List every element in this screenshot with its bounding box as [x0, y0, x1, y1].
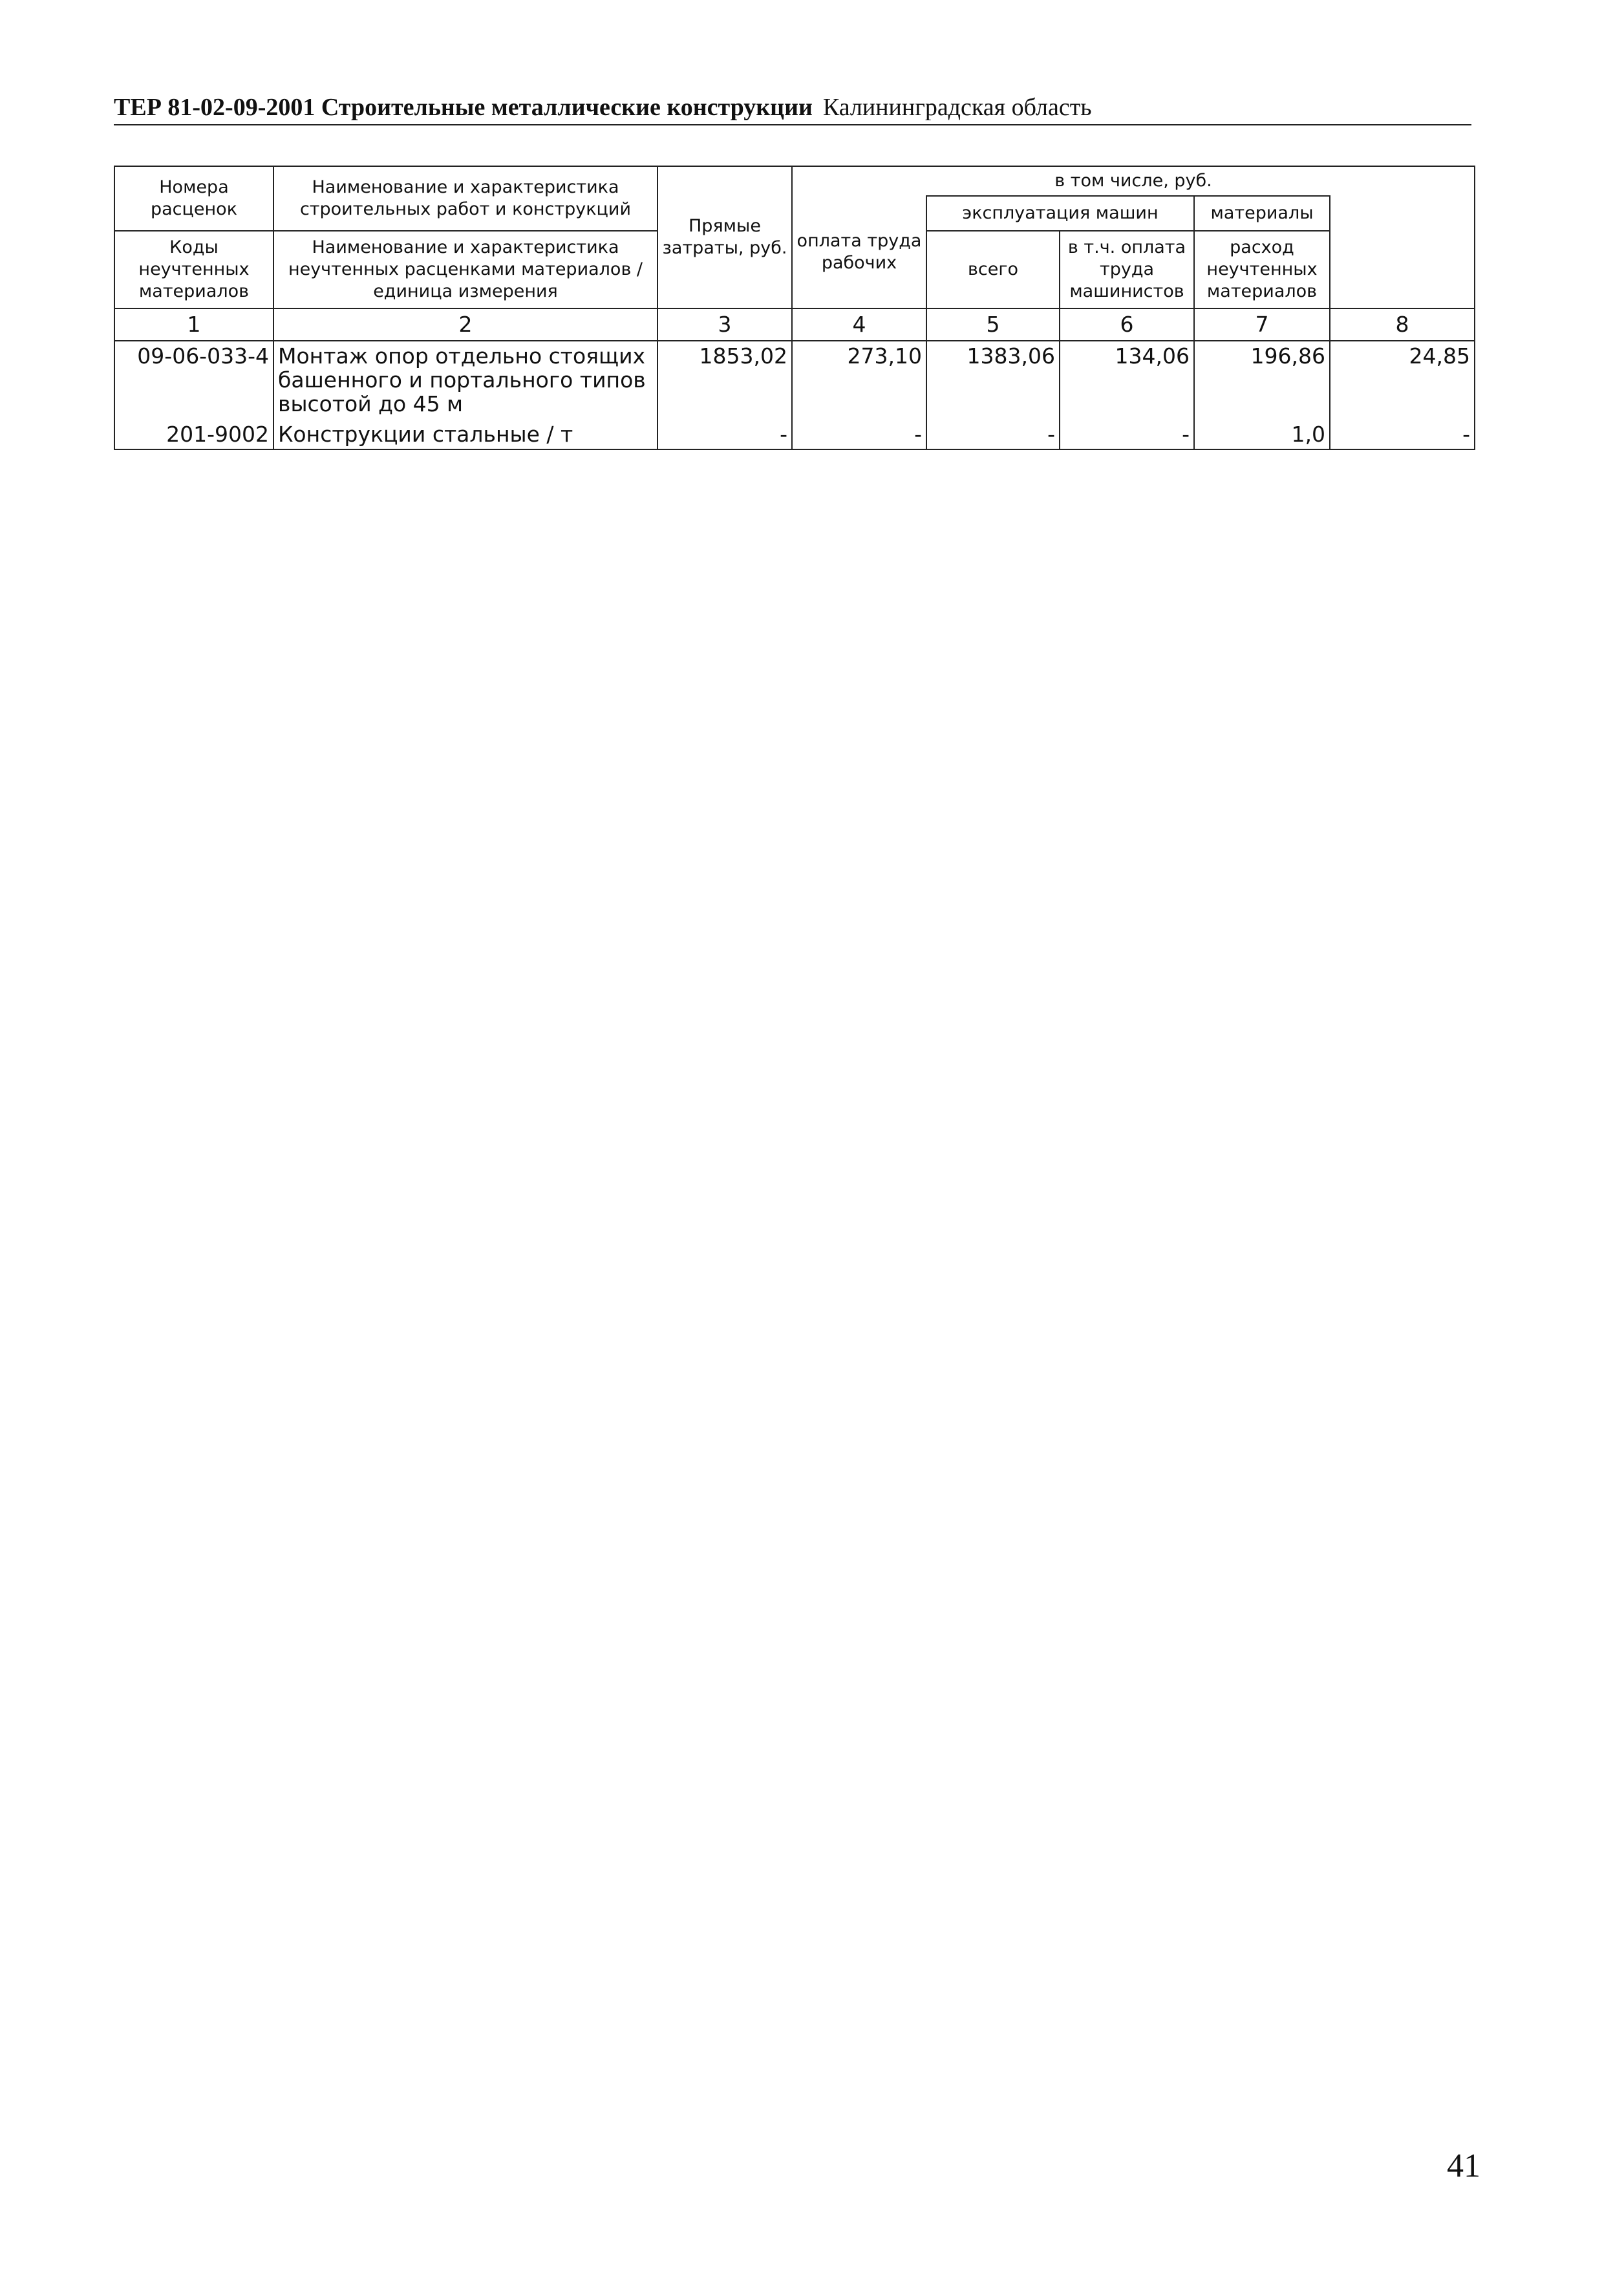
page-number: 41 [1447, 2147, 1480, 2184]
document-code-title: ТЕР 81-02-09-2001 Строительные металлические конструкции [114, 94, 813, 121]
table-row [114, 421, 1475, 449]
column-number: 5 [926, 308, 1060, 341]
column-number: 3 [657, 308, 792, 341]
header-direct-costs: Прямые затраты, руб. [657, 166, 792, 308]
column-number: 1 [114, 308, 273, 341]
materials-value: 196,86 [1194, 341, 1330, 421]
material-code: 201-9002 [114, 421, 273, 449]
column-number: 8 [1330, 308, 1475, 341]
column-number: 6 [1060, 308, 1194, 341]
worker-pay-value: 273,10 [792, 341, 926, 421]
material-name: Конструкции стальные / т [273, 421, 657, 449]
labor-costs-value: - [1330, 421, 1475, 449]
header-material-codes: Коды неучтенных материалов [114, 231, 273, 308]
machine-total-value: 1383,06 [926, 341, 1060, 421]
header-materials: материалы [1194, 196, 1330, 231]
direct-costs-value: - [657, 421, 792, 449]
rate-code: 09-06-033-4 [114, 341, 273, 421]
page-header [114, 89, 1469, 125]
header-rule [114, 124, 1471, 125]
rates-table [114, 166, 1475, 450]
header-including: в том числе, руб. [792, 166, 1475, 196]
header-material-name: Наименование и характеристика неучтенных расценками материалов / единица измерения [273, 231, 657, 308]
header-work-name: Наименование и характеристика строительных работ и конструкций [273, 166, 657, 231]
machine-total-value: - [926, 421, 1060, 449]
header-machine-operation: эксплуатация машин [926, 196, 1194, 231]
column-number: 4 [792, 308, 926, 341]
rate-name: Монтаж опор отдельно стоящих башенного и портального типов высотой до 45 м [273, 341, 657, 421]
materials-value: 1,0 [1194, 421, 1330, 449]
header-machinist-pay: в т.ч. оплата труда машинистов [1060, 231, 1194, 308]
machinist-pay-value: 134,06 [1060, 341, 1194, 421]
worker-pay-value: - [792, 421, 926, 449]
table-row [114, 341, 1475, 421]
column-number: 7 [1194, 308, 1330, 341]
header-machine-total: всего [926, 231, 1060, 308]
machinist-pay-value: - [1060, 421, 1194, 449]
labor-costs-value: 24,85 [1330, 341, 1475, 421]
header-worker-pay: оплата труда рабочих [792, 196, 926, 308]
column-number: 2 [273, 308, 657, 341]
header-rate-numbers: Номера расценок [114, 166, 273, 231]
direct-costs-value: 1853,02 [657, 341, 792, 421]
header-unaccounted-materials: расход неучтенных материалов [1194, 231, 1330, 308]
document-region: Калининградская область [822, 94, 1092, 121]
